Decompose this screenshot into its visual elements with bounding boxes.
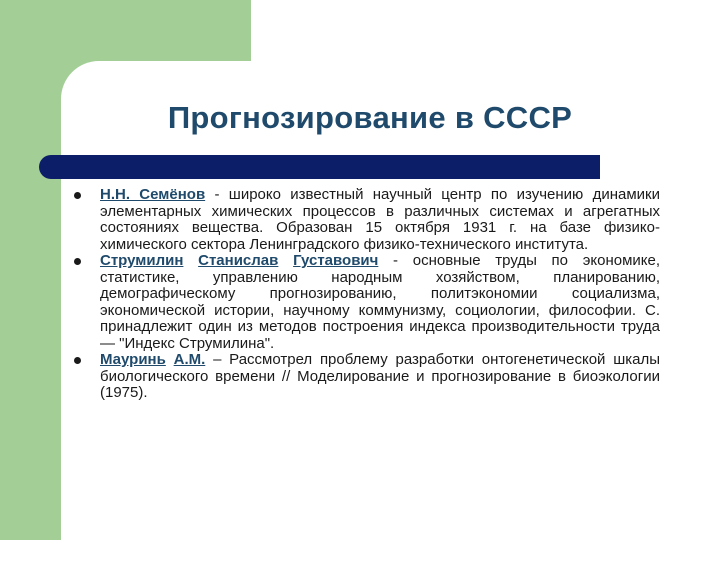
bullet-list: [74, 187, 660, 402]
bullet-text: - основные труды по экономике, статистике, управлению народным хозяйством, планированию, демографическому прогнозированию, политэкономии социализма, экономической истории, научному коммунизму, социологии, философии. С. принадлежит один из методов построения индекса производительности труда — "Индекс Струмилина".: [100, 252, 660, 352]
title-underline-bar: [39, 155, 600, 179]
slide-title: Прогнозирование в СССР: [167, 100, 573, 135]
person-name-first: Струмилин: [100, 252, 184, 269]
person-name-last: Густавович: [293, 252, 379, 269]
bullet-item-maurin: [74, 352, 660, 402]
bullet-text: – Рассмотрел проблему разработки онтогенетической шкалы биологического времени // Моделирование и прогнозирование в биоэкологии (1975).: [100, 351, 660, 401]
person-name-surname: Мауринь: [100, 351, 166, 368]
bullet-text: - широко известный научный центр по изучению динамики элементарных химических процессов в различных системах и агрегатных состояниях вещества. Образован 15 октября 1931 г. на базе физико-химического сектора Ленинградского физико-технического института.: [100, 186, 660, 253]
bullet-item-semenov: [74, 187, 660, 253]
person-name: Н.Н. Семёнов: [100, 186, 206, 203]
person-name-initials: А.М.: [173, 351, 206, 368]
bullet-dot-icon: [74, 357, 81, 364]
person-name-middle: Станислав: [198, 252, 279, 269]
bullet-dot-icon: [74, 192, 81, 199]
bullet-dot-icon: [74, 258, 81, 265]
green-left-stripe: [0, 0, 61, 540]
bullet-item-strumilin: [74, 253, 660, 352]
